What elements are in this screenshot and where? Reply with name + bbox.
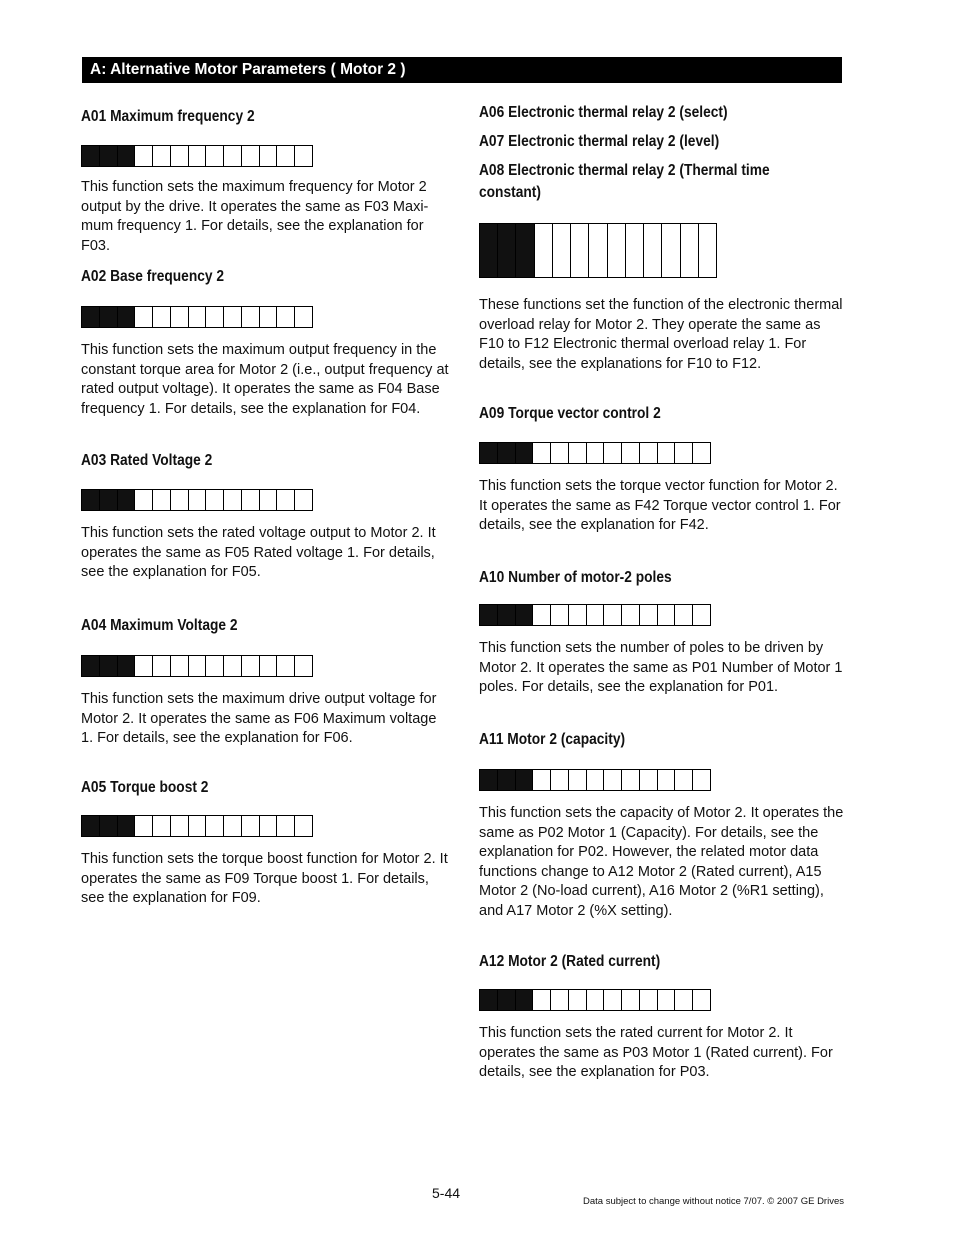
empty-cell	[224, 307, 242, 327]
empty-cell	[644, 224, 662, 277]
empty-cell	[658, 770, 676, 790]
empty-cell	[206, 656, 224, 676]
empty-cell	[189, 490, 207, 510]
filled-cell	[480, 990, 498, 1010]
empty-cell	[604, 990, 622, 1010]
empty-cell	[640, 443, 658, 463]
empty-cell	[551, 443, 569, 463]
empty-cell	[242, 307, 260, 327]
filled-cell	[82, 146, 100, 166]
filled-cell	[498, 770, 516, 790]
param-cell-grid-a02	[81, 306, 313, 328]
empty-cell	[675, 605, 693, 625]
filled-cell	[516, 990, 534, 1010]
empty-cell	[587, 990, 605, 1010]
empty-cell	[626, 224, 644, 277]
empty-cell	[569, 605, 587, 625]
empty-cell	[277, 816, 295, 836]
empty-cell	[189, 146, 207, 166]
empty-cell	[553, 224, 571, 277]
empty-cell	[295, 490, 313, 510]
filled-cell	[516, 443, 534, 463]
empty-cell	[640, 770, 658, 790]
param-description-a04: This function sets the maximum drive output voltage for Motor 2. It operates the same as F06 Maximum voltage 1. For details, see the explanation for F06.	[81, 691, 437, 747]
param-cell-grid-a01	[81, 145, 313, 167]
empty-cell	[589, 224, 607, 277]
empty-cell	[604, 770, 622, 790]
empty-cell	[153, 146, 171, 166]
empty-cell	[153, 816, 171, 836]
empty-cell	[658, 990, 676, 1010]
empty-cell	[622, 770, 640, 790]
param-cell-grid-a12	[479, 989, 711, 1011]
param-cell-grid-a09	[479, 442, 711, 464]
empty-cell	[551, 990, 569, 1010]
filled-cell	[480, 224, 498, 277]
param-heading-a03: A03 Rated Voltage 2	[81, 452, 213, 469]
filled-cell	[498, 990, 516, 1010]
filled-cell	[498, 605, 516, 625]
filled-cell	[480, 770, 498, 790]
filled-cell	[118, 307, 136, 327]
empty-cell	[171, 307, 189, 327]
param-description-a05: This function sets the torque boost function for Motor 2. It operates the same as F09 Torque boost 1. For details, see the explanation for F09.	[81, 851, 448, 907]
empty-cell	[277, 307, 295, 327]
empty-cell	[135, 307, 153, 327]
empty-cell	[533, 605, 551, 625]
param-heading-a04: A04 Maximum Voltage 2	[81, 617, 238, 634]
empty-cell	[675, 770, 693, 790]
empty-cell	[693, 605, 711, 625]
filled-cell	[498, 443, 516, 463]
empty-cell	[622, 443, 640, 463]
param-heading-a10: A10 Number of motor-2 poles	[479, 569, 672, 586]
filled-cell	[118, 490, 136, 510]
param-heading-a09: A09 Torque vector control 2	[479, 405, 661, 422]
filled-cell	[82, 656, 100, 676]
empty-cell	[533, 443, 551, 463]
empty-cell	[277, 146, 295, 166]
empty-cell	[295, 816, 313, 836]
empty-cell	[242, 656, 260, 676]
filled-cell	[82, 490, 100, 510]
param-cell-grid-a10	[479, 604, 711, 626]
empty-cell	[662, 224, 680, 277]
filled-cell	[100, 816, 118, 836]
filled-cell	[480, 443, 498, 463]
empty-cell	[260, 656, 278, 676]
filled-cell	[480, 605, 498, 625]
param-cell-grid-a04	[81, 655, 313, 677]
empty-cell	[171, 656, 189, 676]
empty-cell	[587, 605, 605, 625]
filled-cell	[82, 816, 100, 836]
empty-cell	[189, 816, 207, 836]
empty-cell	[681, 224, 699, 277]
param-cell-grid-a03	[81, 489, 313, 511]
param-description-a03: This function sets the rated voltage output to Motor 2. It operates the same as F05 Rated voltage 1. For details, see the explanation for F05.	[81, 525, 436, 581]
empty-cell	[587, 443, 605, 463]
empty-cell	[640, 605, 658, 625]
empty-cell	[693, 990, 711, 1010]
empty-cell	[675, 990, 693, 1010]
empty-cell	[224, 816, 242, 836]
param-cell-grid-a11	[479, 769, 711, 791]
empty-cell	[206, 490, 224, 510]
empty-cell	[153, 490, 171, 510]
empty-cell	[658, 443, 676, 463]
empty-cell	[569, 990, 587, 1010]
empty-cell	[206, 307, 224, 327]
empty-cell	[277, 656, 295, 676]
filled-cell	[516, 770, 534, 790]
param-description-a09: This function sets the torque vector function for Motor 2. It operates the same as F42 Torque vector control 1. For details, see the explanation for F42.	[479, 478, 841, 534]
param-heading-a11: A11 Motor 2 (capacity)	[479, 731, 626, 748]
filled-cell	[100, 146, 118, 166]
param-heading-a12: A12 Motor 2 (Rated current)	[479, 953, 661, 970]
empty-cell	[153, 656, 171, 676]
empty-cell	[189, 307, 207, 327]
section-header: A: Alternative Motor Parameters ( Motor 2 )	[82, 57, 842, 83]
page-number: 5-44	[432, 1185, 461, 1201]
empty-cell	[658, 605, 676, 625]
param-description-a01: This function sets the maximum frequency for Motor 2 output by the drive. It operates the same as F03 Maxi-mum frequency 1. For details, see the explanation for F03.	[81, 179, 429, 254]
empty-cell	[153, 307, 171, 327]
empty-cell	[171, 490, 189, 510]
empty-cell	[295, 307, 313, 327]
empty-cell	[295, 656, 313, 676]
empty-cell	[135, 146, 153, 166]
param-description-a12: This function sets the rated current for Motor 2. It operates the same as P03 Motor 1 (Rated current). For details, see the explanation for P03.	[479, 1025, 833, 1081]
param-heading-a01: A01 Maximum frequency 2	[81, 108, 255, 125]
empty-cell	[693, 770, 711, 790]
filled-cell	[516, 224, 534, 277]
filled-cell	[82, 307, 100, 327]
empty-cell	[675, 443, 693, 463]
filled-cell	[100, 656, 118, 676]
param-description-a02: This function sets the maximum output frequency in the constant torque area for Motor 2 (i.e., output frequency at rated output voltage). It operates the same as F04 Base frequency 1. For details, see the explanation for F04.	[81, 342, 449, 417]
empty-cell	[224, 146, 242, 166]
empty-cell	[260, 146, 278, 166]
empty-cell	[224, 490, 242, 510]
empty-cell	[604, 605, 622, 625]
filled-cell	[118, 656, 136, 676]
empty-cell	[260, 307, 278, 327]
empty-cell	[171, 816, 189, 836]
empty-cell	[535, 224, 553, 277]
empty-cell	[569, 770, 587, 790]
param-heading-a08-continued: constant)	[479, 184, 541, 201]
empty-cell	[224, 656, 242, 676]
empty-cell	[242, 146, 260, 166]
param-heading-a08: A08 Electronic thermal relay 2 (Thermal time	[479, 162, 770, 179]
empty-cell	[242, 816, 260, 836]
empty-cell	[533, 770, 551, 790]
param-heading-a05: A05 Torque boost 2	[81, 779, 209, 796]
empty-cell	[608, 224, 626, 277]
empty-cell	[699, 224, 717, 277]
empty-cell	[569, 443, 587, 463]
filled-cell	[118, 816, 136, 836]
empty-cell	[189, 656, 207, 676]
filled-cell	[498, 224, 516, 277]
empty-cell	[622, 605, 640, 625]
empty-cell	[622, 990, 640, 1010]
param-heading-a06: A06 Electronic thermal relay 2 (select)	[479, 104, 728, 121]
empty-cell	[242, 490, 260, 510]
empty-cell	[604, 443, 622, 463]
empty-cell	[587, 770, 605, 790]
filled-cell	[100, 490, 118, 510]
empty-cell	[260, 816, 278, 836]
empty-cell	[135, 656, 153, 676]
param-description-a11: This function sets the capacity of Motor 2. It operates the same as P02 Motor 1 (Capacity). For details, see the explanation for P02. However, the related motor data functions change to A12 Motor 2 (Rated current), A15 Motor 2 (No-load current), A16 Motor 2 (%R1 setting), and A17 Motor 2 (%X setting).	[479, 805, 844, 919]
param-description-a06-a08: These functions set the function of the electronic thermal overload relay for Motor 2. They operate the same as F10 to F12 Electronic thermal overload relay 1. For details, see the explanations for F10 to F12.	[479, 297, 843, 372]
param-cell-grid-a06-a08	[479, 223, 717, 278]
param-heading-a02: A02 Base frequency 2	[81, 268, 225, 285]
param-heading-a07: A07 Electronic thermal relay 2 (level)	[479, 133, 720, 150]
param-cell-grid-a05	[81, 815, 313, 837]
empty-cell	[551, 605, 569, 625]
empty-cell	[206, 146, 224, 166]
filled-cell	[100, 307, 118, 327]
empty-cell	[135, 490, 153, 510]
filled-cell	[516, 605, 534, 625]
filled-cell	[118, 146, 136, 166]
empty-cell	[277, 490, 295, 510]
empty-cell	[693, 443, 711, 463]
empty-cell	[533, 990, 551, 1010]
empty-cell	[571, 224, 589, 277]
footer-note: Data subject to change without notice 7/07. © 2007 GE Drives	[582, 1196, 844, 1207]
empty-cell	[551, 770, 569, 790]
param-description-a10: This function sets the number of poles to be driven by Motor 2. It operates the same as P01 Number of Motor 1 poles. For details, see the explanation for P01.	[479, 640, 843, 696]
empty-cell	[260, 490, 278, 510]
empty-cell	[135, 816, 153, 836]
empty-cell	[171, 146, 189, 166]
empty-cell	[640, 990, 658, 1010]
empty-cell	[206, 816, 224, 836]
empty-cell	[295, 146, 313, 166]
